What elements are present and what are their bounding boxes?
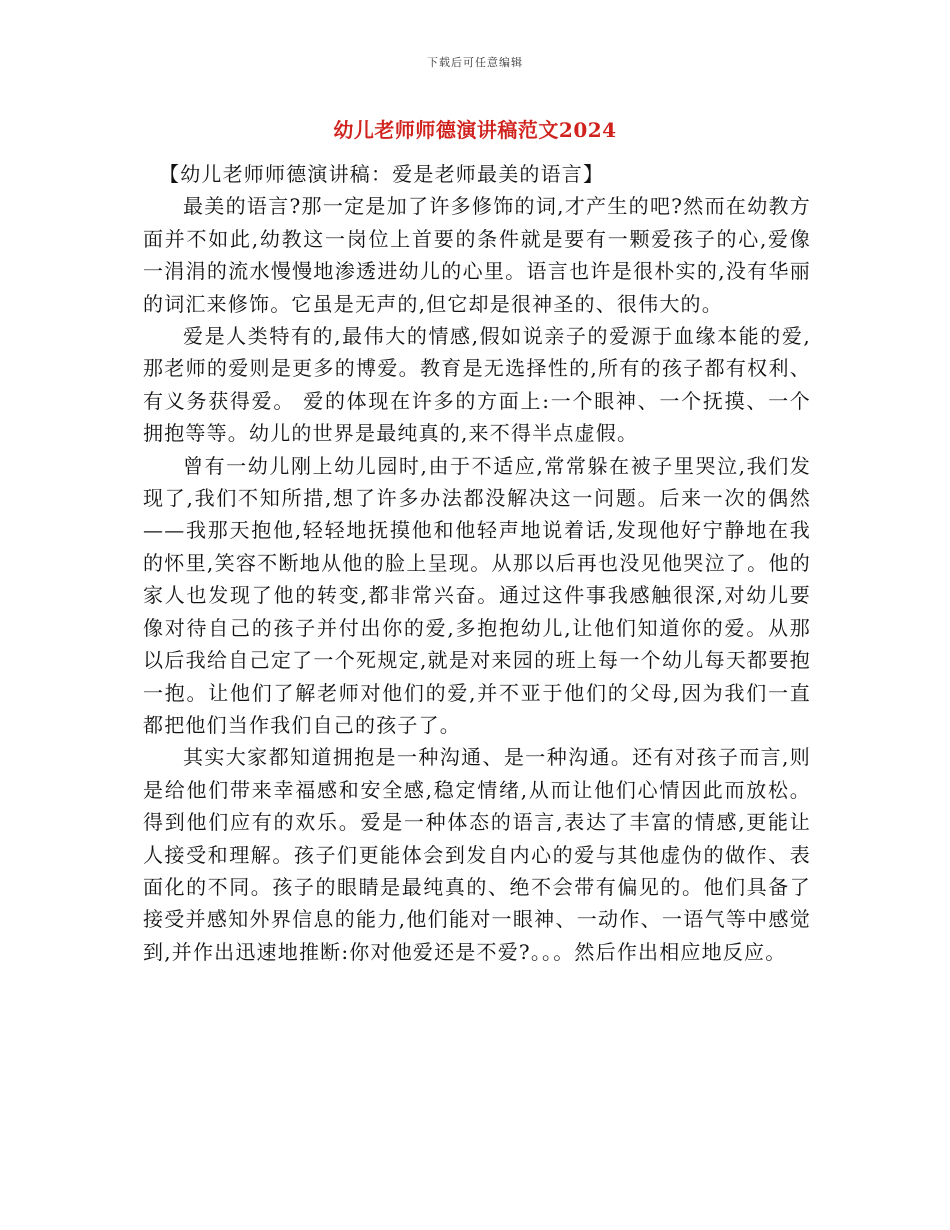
paragraph-3: 曾有一幼儿刚上幼儿园时,由于不适应,常常躲在被子里哭泣,我们发现了,我们不知所措,想了许多办法都没解决这一问题。后来一次的偶然——我那天抱他,轻轻地抚摸他和他轻声地说着话,发现他好宁静地在我的怀里,笑容不断地从他的脸上呈现。从那以后再也没见他哭泣了。他的家人也发现了他的转变,都非常兴奋。通过这件事我感触很深,对幼儿要像对待自己的孩子并付出你的爱,多抱抱幼儿,让他们知道你的爱。从那以后我给自己定了一个死规定,就是对来园的班上每一个幼儿每天都要抱一抱。让他们了解老师对他们的爱,并不亚于他们的父母,因为我们一直都把他们当作我们自己的孩子了。 <box>143 453 811 737</box>
page-header-note: 下载后可任意编辑 <box>427 56 523 69</box>
paragraph-2: 爱是人类特有的,最伟大的情感,假如说亲子的爱源于血缘本能的爱,那老师的爱则是更多的博爱。教育是无选择性的,所有的孩子都有权利、有义务获得爱。 爱的体现在许多的方面上:一个眼神、一个抚摸、一个拥抱等等。幼儿的世界是最纯真的,来不得半点虚假。 <box>143 324 811 446</box>
paragraph-4: 其实大家都知道拥抱是一种沟通、是一种沟通。还有对孩子而言,则是给他们带来幸福感和安全感,稳定情绪,从而让他们心情因此而放松。得到他们应有的欢乐。爱是一种体态的语言,表达了丰富的情感,更能让人接受和理解。孩子们更能体会到发自内心的爱与其他虚伪的做作、表面化的不同。孩子的眼睛是最纯真的、绝不会带有偏见的。他们具备了接受并感知外界信息的能力,他们能对一眼神、一动作、一语气等中感觉到,并作出迅速地推断:你对他爱还是不爱?。。。然后作出相应地反应。 <box>143 745 811 964</box>
document-body <box>143 158 811 968</box>
paragraph-1: 最美的语言?那一定是加了许多修饰的词,才产生的吧?然而在幼教方面并不如此,幼教这一岗位上首要的条件就是要有一颗爱孩子的心,爱像一涓涓的流水慢慢地渗透进幼儿的心里。语言也许是很朴实的,没有华丽的词汇来修饰。它虽是无声的,但它却是很神圣的、很伟大的。 <box>143 194 811 316</box>
section-heading: 【幼儿老师师德演讲稿：爱是老师最美的语言】 <box>159 162 605 186</box>
document-title: 幼儿老师师德演讲稿范文2024 <box>333 118 617 142</box>
